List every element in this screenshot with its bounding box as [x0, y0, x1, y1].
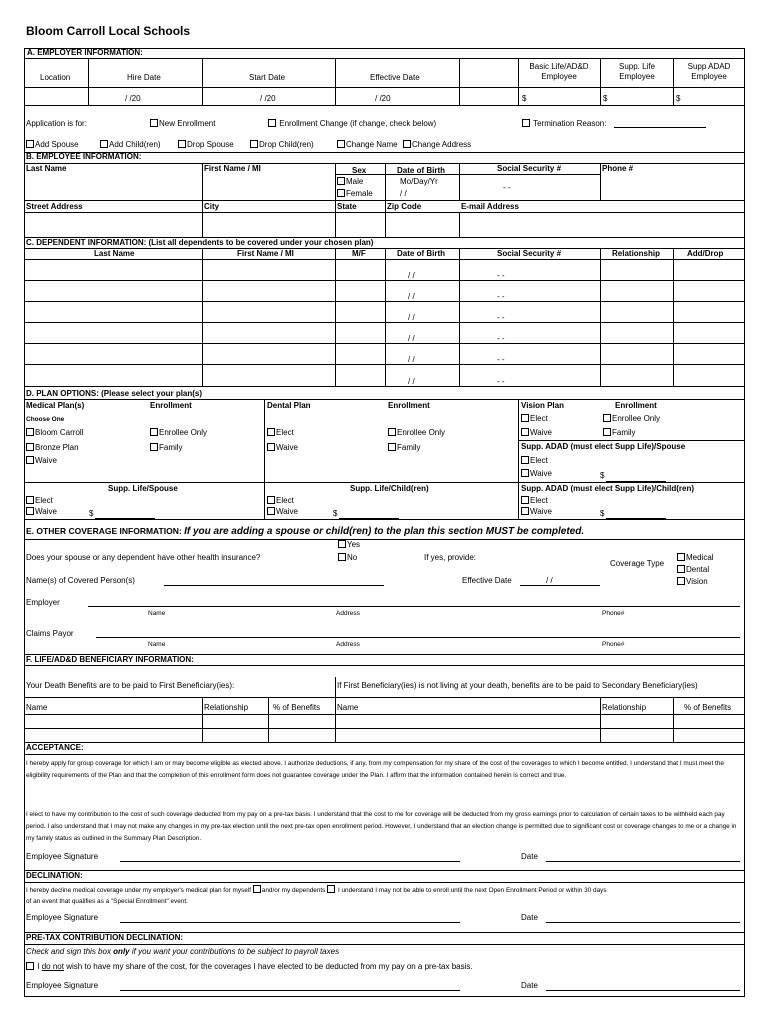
dental-waive-checkbox[interactable]: Waive — [267, 443, 298, 453]
coverage-type-label: Coverage Type — [610, 559, 665, 568]
checkbox-icon — [521, 456, 529, 464]
section-e-header: E. OTHER COVERAGE INFORMATION: If you are adding a spouse or child(ren) to the plan this section MUST be completed. — [26, 526, 585, 537]
medical-enrollment-label: Enrollment — [150, 401, 192, 410]
vision-plan-label: Vision Plan — [521, 401, 564, 410]
medical-waive-checkbox[interactable]: Waive — [26, 456, 57, 466]
dep-relationship-label: Relationship — [612, 249, 661, 258]
zip-label: Zip Code — [387, 202, 422, 211]
ben1-name-label: Name — [26, 703, 48, 712]
declination-date-label: Date — [521, 913, 538, 922]
checkbox-icon — [603, 428, 611, 436]
other-eff-date-value[interactable]: / / — [546, 576, 553, 585]
change-name-checkbox[interactable]: Change Name — [337, 140, 398, 150]
section-b-header: B. EMPLOYEE INFORMATION: — [26, 152, 142, 161]
dep-dob-value[interactable]: / / — [408, 377, 415, 386]
dep-ssn-value[interactable]: - - — [497, 271, 505, 280]
checkbox-icon — [268, 119, 276, 127]
vision-family-checkbox[interactable]: Family — [603, 428, 636, 438]
start-date-value[interactable]: / /20 — [260, 94, 276, 103]
section-d-header: D. PLAN OPTIONS: (Please select your plan(s) — [26, 389, 203, 398]
checkbox-icon — [337, 140, 345, 148]
declination-header: DECLINATION: — [26, 871, 83, 880]
dep-dob-label: Date of Birth — [397, 249, 445, 258]
pretax-date-label: Date — [521, 981, 538, 990]
city-label: City — [204, 202, 220, 211]
medical-plans-label: Medical Plan(s) — [26, 401, 85, 410]
dep-ssn-value[interactable]: - - — [497, 313, 505, 322]
female-checkbox[interactable]: Female — [337, 189, 373, 199]
ben1-relationship-label: Relationship — [204, 703, 249, 712]
col-start-date: Start Date — [249, 73, 286, 82]
checkbox-icon — [26, 140, 34, 148]
col-supp-adad: Supp ADAD Employee — [687, 62, 731, 81]
application-for-label: Application is for: — [26, 119, 87, 128]
enrollment-change-checkbox[interactable]: Enrollment Change (if change, check below) — [268, 119, 436, 129]
vision-enrollee-only-checkbox[interactable]: Enrollee Only — [603, 414, 660, 424]
dep-dob-value[interactable]: / / — [408, 271, 415, 280]
decline-dependents-checkbox[interactable] — [327, 885, 335, 893]
checkbox-icon — [267, 428, 275, 436]
emp-first-name-label: First Name / MI — [204, 164, 261, 173]
checkbox-icon — [521, 428, 529, 436]
dep-mf-label: M/F — [352, 249, 366, 258]
checkbox-icon — [150, 443, 158, 451]
dental-elect-checkbox[interactable]: Elect — [267, 428, 294, 438]
dental-family-checkbox[interactable]: Family — [388, 443, 421, 453]
col-hire-date: Hire Date — [127, 73, 161, 82]
supp-life-child-waive-checkbox[interactable]: Waive — [267, 507, 298, 517]
claims-phone-caption: Phone# — [602, 641, 625, 648]
dep-dob-value[interactable]: / / — [408, 334, 415, 343]
adad-spouse-elect-checkbox[interactable]: Elect — [521, 456, 548, 466]
checkbox-icon — [677, 577, 685, 585]
other-ins-yes-checkbox[interactable]: Yes — [338, 540, 360, 550]
supp-adad-amount[interactable]: $ — [676, 94, 681, 103]
col-effective-date: Effective Date — [370, 73, 420, 82]
supp-life-child-label: Supp. Life/Child(ren) — [350, 484, 429, 493]
checkbox-icon — [677, 553, 685, 561]
effective-date-label: Effective Date — [462, 576, 512, 585]
supp-life-spouse-waive-checkbox[interactable]: Waive — [26, 507, 57, 517]
section-c-header: C. DEPENDENT INFORMATION: (List all dependents to be covered under your chosen plan) — [26, 238, 374, 247]
pretax-decline-checkbox[interactable] — [26, 962, 34, 970]
employer-name-caption: Name — [148, 610, 166, 617]
dental-enrollee-only-checkbox[interactable]: Enrollee Only — [388, 428, 445, 438]
male-checkbox[interactable]: Male — [337, 177, 363, 187]
section-f-header: F. LIFE/AD&D BENEFICIARY INFORMATION: — [26, 655, 194, 664]
bronze-plan-checkbox[interactable]: Bronze Plan — [26, 443, 79, 453]
checkbox-icon — [677, 565, 685, 573]
pretax-sig-label: Employee Signature — [26, 981, 99, 990]
checkbox-icon — [150, 119, 158, 127]
claims-name-caption: Name — [148, 641, 166, 648]
supp-life-spouse-amount[interactable]: $ — [89, 509, 94, 518]
checkbox-icon — [521, 414, 529, 422]
dep-dob-value[interactable]: / / — [408, 313, 415, 322]
declination-sig-label: Employee Signature — [26, 913, 99, 922]
emp-phone-label: Phone # — [602, 164, 634, 173]
checkbox-icon — [337, 189, 345, 197]
drop-spouse-checkbox[interactable]: Drop Spouse — [178, 140, 234, 150]
pretax-header: PRE-TAX CONTRIBUTION DECLINATION: — [26, 933, 184, 942]
dep-dob-value[interactable]: / / — [408, 355, 415, 364]
choose-one-label: Choose One — [26, 416, 65, 423]
supp-life-spouse-elect-checkbox[interactable]: Elect — [26, 496, 53, 506]
claims-payor-label: Claims Payor — [26, 629, 74, 638]
declination-line-2: of an event that qualifies as a "Special Enrollment" event. — [26, 898, 188, 905]
checkbox-icon — [178, 140, 186, 148]
acceptance-header: ACCEPTANCE: — [26, 743, 84, 752]
secondary-beneficiary-label: If First Beneficiary(ies) is not living at your death, benefits are to be paid to Secondary Beneficiary(ies) — [337, 681, 698, 690]
basic-life-amount[interactable]: $ — [522, 94, 527, 103]
dep-ssn-label: Social Security # — [497, 249, 562, 258]
checkbox-icon — [26, 456, 34, 464]
street-label: Street Address — [26, 202, 83, 211]
drop-child-checkbox[interactable]: Drop Child(ren) — [250, 140, 314, 150]
ben1-pct-label: % of Benefits — [273, 703, 321, 712]
decline-self-checkbox[interactable] — [253, 885, 261, 893]
bloom-carroll-checkbox[interactable]: Bloom Carroll — [26, 428, 83, 438]
checkbox-icon — [521, 507, 529, 515]
email-label: E-mail Address — [461, 202, 519, 211]
emp-ssn-value[interactable]: - - — [503, 183, 511, 192]
dep-last-name-label: Last Name — [94, 249, 135, 258]
col-location: Location — [40, 73, 71, 82]
acceptance-paragraph-2: I elect to have my contribution to the cost of such coverage deducted from my pay on a pre-tax basis. I understand that the cost to me for coverage will be deducted from my gross earnings prior to calculation of certain taxes to be withheld each pay period. I also understand that I may not make any changes in my pre-tax election until the next pre-tax open enrollment period. However, I understand that an election change is permitted due to significant cost or coverage changes to me or a change in my family status as outlined in the Summary Plan Description. — [26, 811, 737, 842]
checkbox-icon — [521, 496, 529, 504]
checkbox-icon — [26, 507, 34, 515]
dep-ssn-value[interactable]: - - — [497, 334, 505, 343]
checkbox-icon — [26, 496, 34, 504]
emp-sex-label: Sex — [352, 166, 367, 175]
dep-ssn-value[interactable]: - - — [497, 377, 505, 386]
ben2-pct-label: % of Benefits — [684, 703, 732, 712]
first-beneficiary-label: Your Death Benefits are to be paid to First Beneficiary(ies): — [26, 681, 235, 690]
supp-life-child-elect-checkbox[interactable]: Elect — [267, 496, 294, 506]
dental-plan-label: Dental Plan — [267, 401, 311, 410]
medical-enrollee-only-checkbox[interactable]: Enrollee Only — [150, 428, 207, 438]
declination-line-1: I hereby decline medical coverage under my employer's medical plan for myself and/or my dependents I understand I may not be able to enroll until the next Open Enrollment Period or within 30 days — [26, 887, 607, 894]
supp-life-amount[interactable]: $ — [603, 94, 608, 103]
ben2-relationship-label: Relationship — [602, 703, 647, 712]
checkbox-icon — [388, 443, 396, 451]
change-address-checkbox[interactable]: Change Address — [403, 140, 471, 150]
if-yes-provide-label: If yes, provide: — [424, 553, 477, 562]
pretax-instruction: Check and sign this box only if you want your contributions to be subject to payroll taxes — [26, 947, 340, 956]
acceptance-sig-label: Employee Signature — [26, 852, 99, 861]
adad-spouse-amount[interactable]: $ — [600, 471, 605, 480]
checkbox-icon — [521, 469, 529, 477]
adad-spouse-waive-checkbox[interactable]: Waive — [521, 469, 552, 479]
checkbox-icon — [522, 119, 530, 127]
supp-adad-spouse-label: Supp. ADAD (must elect Supp Life)/Spouse — [521, 442, 686, 451]
add-spouse-checkbox[interactable]: Add Spouse — [26, 140, 79, 150]
emp-dob-value[interactable]: / / — [400, 189, 407, 198]
checkbox-icon — [403, 140, 411, 148]
employer-phone-caption: Phone# — [602, 610, 625, 617]
checkbox-icon — [338, 553, 346, 561]
vision-waive-checkbox[interactable]: Waive — [521, 428, 552, 438]
section-a-header: A. EMPLOYER INFORMATION: — [27, 48, 143, 57]
adad-child-waive-checkbox[interactable]: Waive — [521, 507, 552, 517]
coverage-vision-checkbox[interactable]: Vision — [677, 577, 708, 587]
coverage-medical-checkbox[interactable]: Medical — [677, 553, 714, 563]
adad-child-elect-checkbox[interactable]: Elect — [521, 496, 548, 506]
employer-address-caption: Address — [336, 610, 360, 617]
supp-life-child-amount[interactable]: $ — [333, 509, 338, 518]
dob-format-hint: Mo/Day/Yr — [400, 177, 438, 186]
checkbox-icon — [337, 177, 345, 185]
emp-dob-label: Date of Birth — [397, 166, 445, 175]
effective-date-value[interactable]: / /20 — [375, 94, 391, 103]
vision-enrollment-label: Enrollment — [615, 401, 657, 410]
dep-dob-value[interactable]: / / — [408, 292, 415, 301]
dep-adddrop-label: Add/Drop — [687, 249, 724, 258]
checkbox-icon — [267, 496, 275, 504]
pretax-decline-statement: I do not wish to have my share of the cost, for the coverages I have elected to be deducted from my pay on a pre-tax basis. — [26, 962, 473, 972]
hire-date-value[interactable]: / /20 — [125, 94, 141, 103]
vision-elect-checkbox[interactable]: Elect — [521, 414, 548, 424]
checkbox-icon — [603, 414, 611, 422]
new-enrollment-checkbox[interactable]: New Enrollment — [150, 119, 215, 129]
dep-first-name-label: First Name / MI — [237, 249, 294, 258]
supp-adad-child-label: Supp. ADAD (must elect Supp Life)/Child(ren) — [521, 484, 695, 493]
supp-life-spouse-label: Supp. Life/Spouse — [108, 484, 178, 493]
other-ins-no-checkbox[interactable]: No — [338, 553, 357, 563]
acceptance-paragraph-1: I hereby apply for group coverage for which I am or may become eligible as elected above. I authorize deductions, if any, from my compensation for my share of the cost of the coverages to which I become entitled. I understand that I must meet the eligibility requirements of the Plan and that the completion of this enrollment form does not guarantee coverage under the Plan. I affirm that the information contained herein is correct and true. — [26, 760, 724, 779]
termination-checkbox[interactable]: Termination Reason: — [522, 119, 606, 129]
ben2-name-label: Name — [337, 703, 359, 712]
dental-enrollment-label: Enrollment — [388, 401, 430, 410]
checkbox-icon — [250, 140, 258, 148]
dep-ssn-value[interactable]: - - — [497, 355, 505, 364]
coverage-dental-checkbox[interactable]: Dental — [677, 565, 709, 575]
col-basic-life: Basic Life/AD&D Employee — [529, 62, 589, 81]
medical-family-checkbox[interactable]: Family — [150, 443, 183, 453]
page-title: Bloom Carroll Local Schools — [26, 24, 191, 38]
checkbox-icon — [267, 443, 275, 451]
emp-ssn-label: Social Security # — [497, 164, 562, 173]
adad-child-amount[interactable]: $ — [600, 509, 605, 518]
claims-address-caption: Address — [336, 641, 360, 648]
dep-ssn-value[interactable]: - - — [497, 292, 505, 301]
col-supp-life: Supp. Life Employee — [618, 62, 656, 81]
checkbox-icon — [150, 428, 158, 436]
add-child-checkbox[interactable]: Add Child(ren) — [100, 140, 161, 150]
checkbox-icon — [388, 428, 396, 436]
checkbox-icon — [338, 540, 346, 548]
state-label: State — [337, 202, 357, 211]
acceptance-date-label: Date — [521, 852, 538, 861]
checkbox-icon — [26, 428, 34, 436]
emp-last-name-label: Last Name — [26, 164, 67, 173]
other-insurance-question: Does your spouse or any dependent have other health insurance? — [26, 553, 261, 562]
checkbox-icon — [100, 140, 108, 148]
employer-label: Employer — [26, 598, 60, 607]
checkbox-icon — [267, 507, 275, 515]
covered-persons-label: Name(s) of Covered Person(s) — [26, 576, 135, 585]
checkbox-icon — [26, 443, 34, 451]
